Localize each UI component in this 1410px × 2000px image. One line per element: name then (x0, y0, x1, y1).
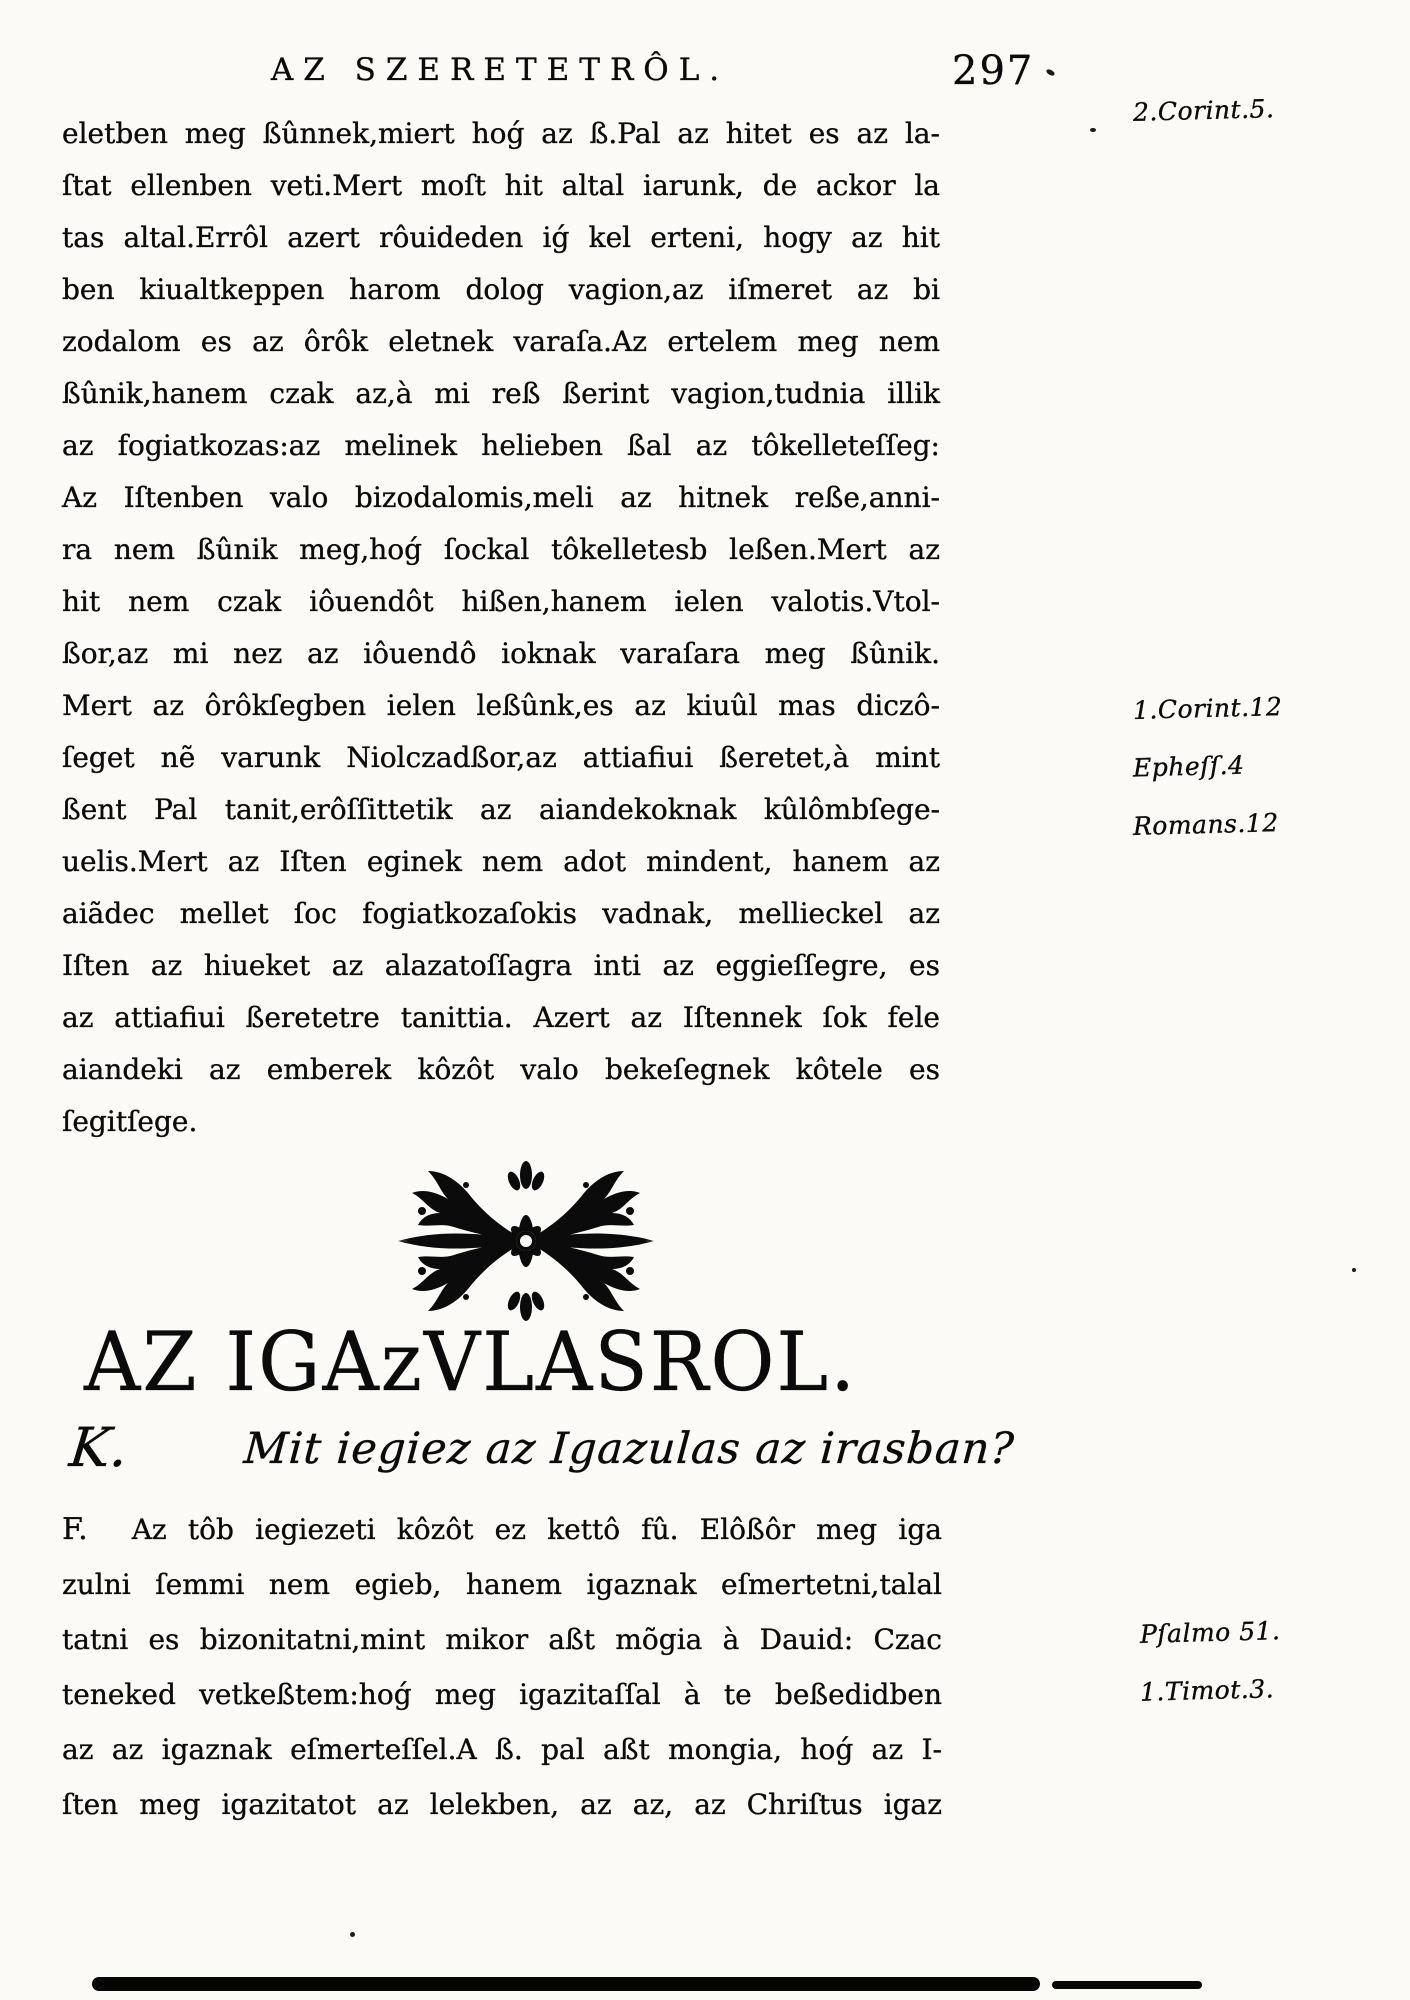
ink-speck (1090, 128, 1096, 132)
answer-text: Az tôb iegiezeti kôzôt ez kettô fû. Elôßôr meg iga (131, 1513, 942, 1546)
scan-artifact-bar (92, 1977, 1040, 1991)
body-text-line: ſegitſege. (62, 1105, 198, 1138)
body-text-line: ſten meg igazitatot az lelekben, az az, az Chriſtus igaz (62, 1788, 942, 1821)
scan-artifact-bar (1052, 1981, 1202, 1989)
margin-note: 1.Timot.3. (1139, 1674, 1275, 1707)
body-text-line: az attiafiui ßeretetre tanittia. Azert az Iſtennek ſok fele (62, 1001, 940, 1034)
section-heading: AZ IGAzVLASROL. (84, 1316, 858, 1410)
main-paragraph (62, 108, 940, 1148)
margin-note: Pſalmo 51. (1139, 1616, 1281, 1649)
body-text-line: ßent Pal tanit,erôſſittetik az aiandekoknak kûlômbſege- (62, 793, 940, 826)
fleuron-ornament-icon (395, 1160, 657, 1322)
question-text: Mit iegiez az Igazulas az irasban? (241, 1424, 1016, 1474)
body-text-line: ßûnik,hanem czak az,à mi reß ßerint vagion,tudnia illik (62, 377, 940, 410)
body-text-line: tas altal.Errôl azert rôuideden iǵ kel erteni, hogy az hit (62, 221, 940, 254)
margin-note: Epheſſ.4 (1132, 750, 1245, 783)
body-text-line: ben kiualtkeppen harom dolog vagion,az iſmeret az bi (62, 273, 940, 306)
running-title: AZ SZERETETRÔL. (270, 52, 730, 88)
body-text-line: teneked vetkeßtem:hoǵ meg igazitaſſal à te beßedidben (62, 1678, 942, 1711)
question-row (66, 1416, 1016, 1480)
body-text-line: ra nem ßûnik meg,hoǵ ſockal tôkelletesb leßen.Mert az (62, 533, 940, 566)
body-text-line: aiãdec mellet ſoc fogiatkozaſokis vadnak, mellieckel az (62, 897, 940, 930)
body-text-line: Mert az ôrôkſegben ielen leßûnk,es az kiuûl mas diczô- (62, 689, 940, 722)
question-label: K. (66, 1416, 131, 1479)
body-text-line: hit nem czak iôuendôt hißen,hanem ielen valotis.Vtol- (62, 585, 940, 618)
body-text-line: uelis.Mert az Iſten eginek nem adot mindent, hanem az (62, 845, 940, 878)
ink-speck (350, 1932, 355, 1937)
body-text-line (62, 1502, 942, 1557)
ink-speck (1045, 68, 1055, 77)
body-text-line: aiandeki az emberek kôzôt valo bekeſegnek kôtele es (62, 1053, 940, 1086)
body-text-line: Az Iſtenben valo bizodalomis,meli az hitnek reße,anni- (62, 481, 940, 514)
body-text-line: tatni es bizonitatni,mint mikor aßt mõgia à Dauid: Czac (62, 1623, 942, 1656)
body-text-line: zulni ſemmi nem egieb, hanem igaznak eſmertetni,talal (62, 1568, 942, 1601)
body-text-line: ßor,az mi nez az iôuendô ioknak varaſara meg ßûnik. (62, 637, 940, 670)
body-text-line: ſeget nẽ varunk Niolczadßor,az attiafiui ßeretet,à mint (62, 741, 940, 774)
body-text-line: Iſten az hiueket az alazatoſſagra inti az eggieſſegre, es (62, 949, 940, 982)
answer-label: F. (62, 1512, 88, 1547)
body-text-line: eletben meg ßûnnek,miert hoǵ az ß.Pal az hitet es az la- (62, 117, 940, 150)
body-text-line: az fogiatkozas:az melinek helieben ßal az tôkelleteſſeg: (62, 429, 940, 462)
ink-speck (1352, 1268, 1356, 1272)
margin-note: Romans.12 (1132, 808, 1280, 841)
body-text-line: ſtat ellenben veti.Mert moſt hit altal iarunk, de ackor la (62, 169, 940, 202)
margin-note: 1.Corint.12 (1132, 692, 1283, 725)
margin-note: 2.Corint.5. (1132, 94, 1275, 127)
page-number: 297 (952, 48, 1035, 94)
answer-paragraph (62, 1502, 942, 1832)
body-text-line: az az igaznak eſmerteſſel.A ß. pal aßt mongia, hoǵ az I- (62, 1733, 942, 1766)
body-text-line: zodalom es az ôrôk eletnek varaſa.Az ertelem meg nem (62, 325, 940, 358)
